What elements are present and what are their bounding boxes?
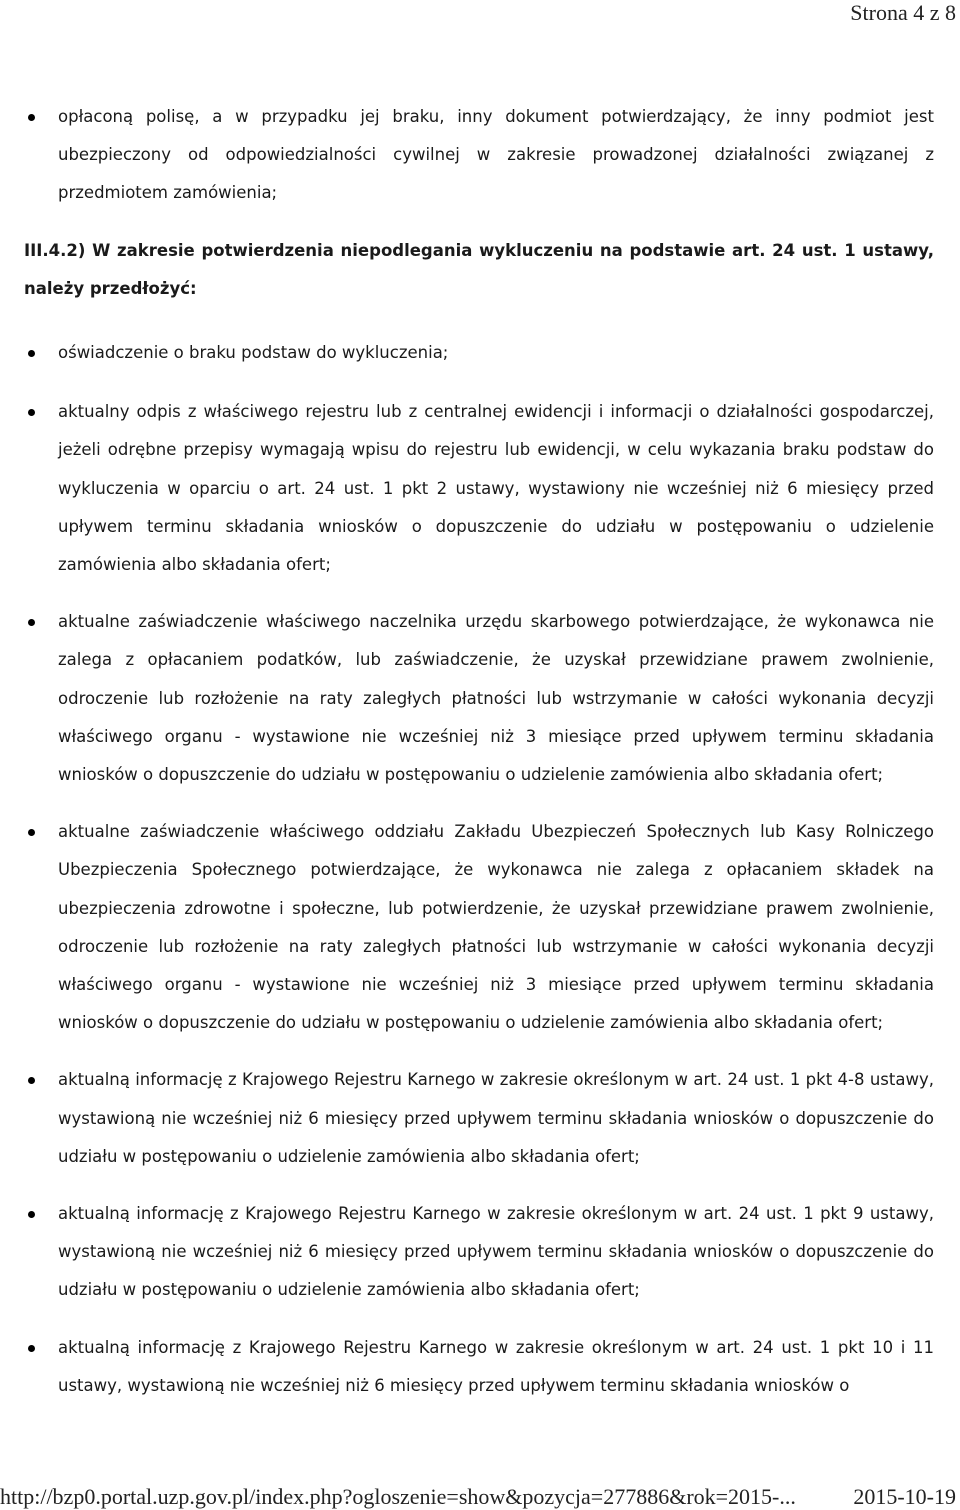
list-item xyxy=(24,1195,934,1310)
section-heading: III.4.2) W zakresie potwierdzenia niepodlegania wykluczeniu na podstawie art. 24 ust. 1 ustawy, należy przedłożyć: xyxy=(24,240,934,298)
list-item-text: aktualne zaświadczenie właściwego oddziału Zakładu Ubezpieczeń Społecznych lub Kasy Rolniczego Ubezpieczenia Społecznego potwierdzające, że wykonawca nie zalega z opłacaniem składek na ubezpieczenia zdrowotne i społeczne, lub potwierdzenie, że uzyskał przewidziane prawem zwolnienie, odroczenie lub rozłożenie na raty zaległych płatności lub wstrzymanie w całości wykonania decyzji właściwego organu - wystawione nie wcześniej niż 3 miesiące przed upływem terminu składania wniosków o dopuszczenie do udziału w postępowaniu o udzielenie zamówienia albo składania ofert; xyxy=(58,822,934,1033)
list-item xyxy=(24,603,934,794)
bullet-icon xyxy=(28,1211,35,1218)
list-item-text: aktualną informację z Krajowego Rejestru Karnego w zakresie określonym w art. 24 ust. 1 pkt 9 ustawy, wystawioną nie wcześniej niż 6 miesięcy przed upływem terminu składania wniosków o dopuszczenie do udziału w postępowaniu o udzielenie zamówienia albo składania ofert; xyxy=(58,1204,934,1300)
list-item-text: aktualną informację z Krajowego Rejestru Karnego w zakresie określonym w art. 24 ust. 1 pkt 4-8 ustawy, wystawioną nie wcześniej niż 6 miesięcy przed upływem terminu składania wniosków o dopuszczenie do udziału w postępowaniu o udzielenie zamówienia albo składania ofert; xyxy=(58,1070,934,1166)
list-item xyxy=(24,334,934,372)
list-item-text: opłaconą polisę, a w przypadku jej braku, inny dokument potwierdzający, że inny podmiot jest ubezpieczony od odpowiedzialności cywilnej w zakresie prowadzonej działalności związanej z przedmiotem zamówienia; xyxy=(58,107,934,203)
bullet-icon xyxy=(28,829,35,836)
list-item-text: aktualny odpis z właściwego rejestru lub z centralnej ewidencji i informacji o działalności gospodarczej, jeżeli odrębne przepisy wymagają wpisu do rejestru lub ewidencji, w celu wykazania braku podstaw do wykluczenia w oparciu o art. 24 ust. 1 pkt 2 ustawy, wystawiony nie wcześniej niż 6 miesięcy przed upływem terminu składania wniosków o dopuszczenie do udziału w postępowaniu o udzielenie zamówienia albo składania ofert; xyxy=(58,402,934,575)
source-url-link[interactable]: http://bzp0.portal.uzp.gov.pl/index.php?ogloszenie=show&pozycja=277886&rok=2015-... xyxy=(0,1484,796,1509)
print-date: 2015-10-19 xyxy=(853,1484,956,1509)
list-item xyxy=(24,393,934,584)
page-number: Strona 4 z 8 xyxy=(850,0,956,25)
list-item-text: aktualne zaświadczenie właściwego naczelnika urzędu skarbowego potwierdzające, że wykonawca nie zalega z opłacaniem podatków, lub zaświadczenie, że uzyskał przewidziane prawem zwolnienie, odroczenie lub rozłożenie na raty zaległych płatności lub wstrzymanie w całości wykonania decyzji właściwego organu - wystawione nie wcześniej niż 3 miesiące przed upływem terminu składania wniosków o dopuszczenie do udziału w postępowaniu o udzielenie zamówienia albo składania ofert; xyxy=(58,612,934,785)
bullet-icon xyxy=(28,619,35,626)
list-item xyxy=(24,98,934,213)
list-item-text: aktualną informację z Krajowego Rejestru Karnego w zakresie określonym w art. 24 ust. 1 pkt 10 i 11 ustawy, wystawioną nie wcześniej niż 6 miesięcy przed upływem terminu składania wniosków o xyxy=(58,1337,934,1395)
bullet-icon xyxy=(28,350,35,357)
bullet-icon xyxy=(28,1345,35,1352)
document-body xyxy=(24,98,934,1405)
list-item xyxy=(24,1329,934,1405)
list-item xyxy=(24,1061,934,1176)
list-item-text: oświadczenie o braku podstaw do wykluczenia; xyxy=(58,343,449,363)
bullet-icon xyxy=(28,114,35,121)
bullet-icon xyxy=(28,1077,35,1084)
bullet-icon xyxy=(28,409,35,416)
list-item xyxy=(24,813,934,1042)
